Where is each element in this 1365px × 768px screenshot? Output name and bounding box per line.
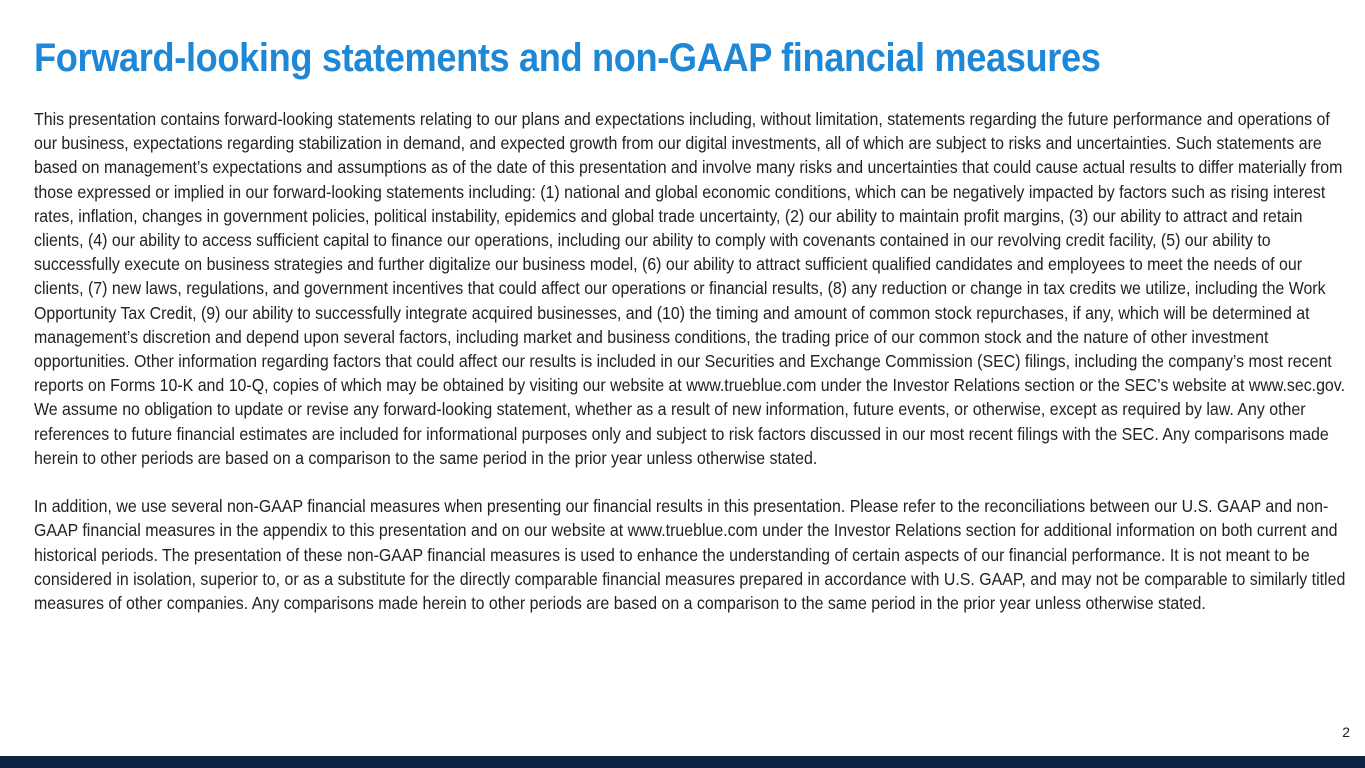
page-title: Forward-looking statements and non-GAAP financial measures: [34, 36, 1101, 80]
footer-bar: [0, 756, 1365, 768]
page-number: 2: [1342, 724, 1350, 740]
body-text: [34, 107, 1355, 615]
forward-looking-statements-paragraph: This presentation contains forward-looking statements relating to our plans and expectations including, without limitation, statements regarding the future performance and operations of our business, expectations regarding stabilization in demand, and expected growth from our digital investments, all of which are subject to risks and uncertainties. Such statements are based on management’s expectations and assumptions as of the date of this presentation and involve many risks and uncertainties that could cause actual results to differ materially from those expressed or implied in our forward-looking statements including: (1) national and global economic conditions, which can be negatively impacted by factors such as rising interest rates, inflation, changes in government policies, political instability, epidemics and global trade uncertainty, (2) our ability to maintain profit margins, (3) our ability to attract and retain clients, (4) our ability to access sufficient capital to finance our operations, including our ability to comply with covenants contained in our revolving credit facility, (5) our ability to successfully execute on business strategies and further digitalize our business model, (6) our ability to attract sufficient qualified candidates and employees to meet the needs of our clients, (7) new laws, regulations, and government incentives that could affect our operations or financial results, (8) any reduction or change in tax credits we utilize, including the Work Opportunity Tax Credit, (9) our ability to successfully integrate acquired businesses, and (10) the timing and amount of common stock repurchases, if any, which will be determined at management’s discretion and depend upon several factors, including market and business conditions, the trading price of our common stock and the nature of other investment opportunities. Other information regarding factors that could affect our results is included in our Securities and Exchange Commission (SEC) filings, including the company’s most recent reports on Forms 10-K and 10-Q, copies of which may be obtained by visiting our website at www.trueblue.com under the Investor Relations section or the SEC’s website at www.sec.gov. We assume no obligation to update or revise any forward-looking statement, whether as a result of new information, future events, or otherwise, except as required by law. Any other references to future financial estimates are included for informational purposes only and subject to risk factors discussed in our most recent filings with the SEC. Any comparisons made herein to other periods are based on a comparison to the same period in the prior year unless otherwise stated.: [34, 109, 1345, 468]
non-gaap-measures-paragraph: In addition, we use several non-GAAP financial measures when presenting our financial results in this presentation. Please refer to the reconciliations between our U.S. GAAP and non-GAAP financial measures in the appendix to this presentation and on our website at www.trueblue.com under the Investor Relations section for additional information on both current and historical periods. The presentation of these non-GAAP financial measures is used to enhance the understanding of certain aspects of our financial performance. It is not meant to be considered in isolation, superior to, or as a substitute for the directly comparable financial measures prepared in accordance with U.S. GAAP, and may not be comparable to similarly titled measures of other companies. Any comparisons made herein to other periods are based on a comparison to the same period in the prior year unless otherwise stated.: [34, 496, 1346, 614]
